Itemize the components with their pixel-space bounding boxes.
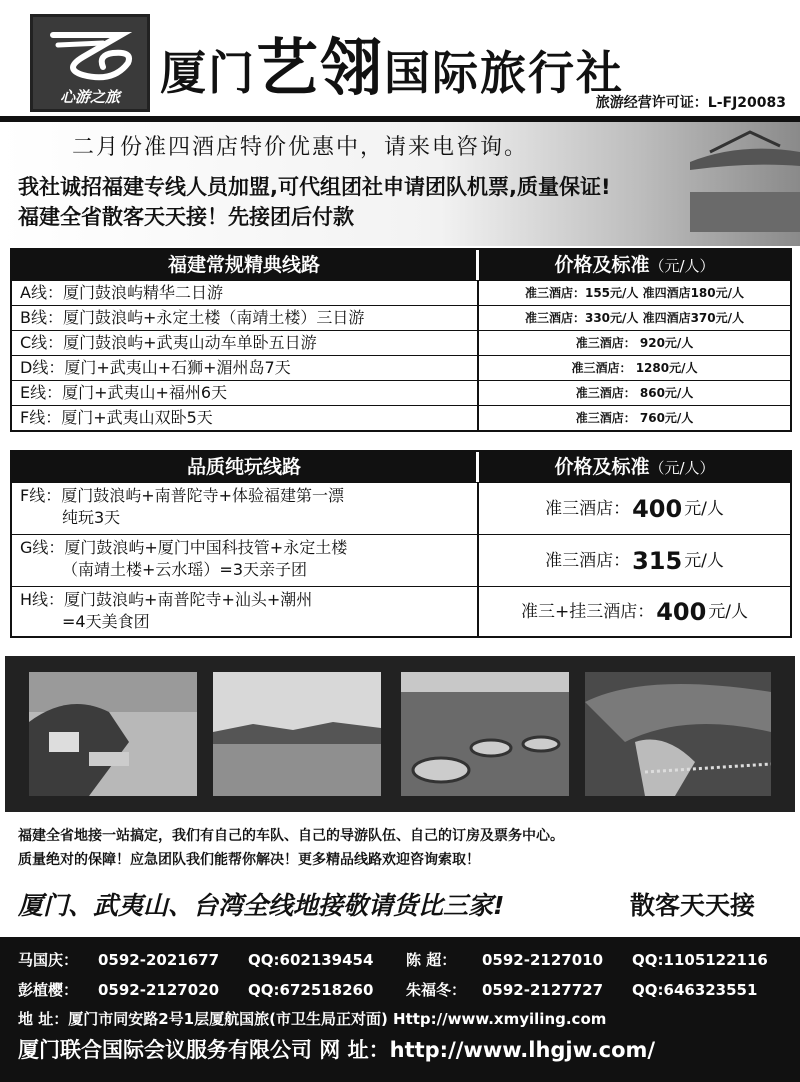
table-row xyxy=(12,355,790,380)
promo-banner xyxy=(0,122,800,246)
classic-price-unit: （元/人） xyxy=(649,257,715,275)
price-number: 400 xyxy=(656,597,707,626)
license-number: 旅游经营许可证：L-FJ20083 xyxy=(595,95,786,111)
recruit-text xyxy=(18,172,611,232)
route-price: 准三酒店： 920元/人 xyxy=(575,336,694,350)
photo-tulou xyxy=(401,672,569,796)
premium-routes-header xyxy=(12,452,790,482)
company-name-big: 艺翎 xyxy=(256,31,385,104)
table-row xyxy=(12,280,790,305)
company-name-suffix: 国际旅行社 xyxy=(384,46,625,100)
contact-phone: 0592-2127020 xyxy=(98,981,220,999)
service-info-line-1: 福建全省地接一站搞定，我们有自己的车队、自己的导游队伍、自己的订房及票务中心。 xyxy=(18,828,564,844)
route-price: 准三酒店： 760元/人 xyxy=(575,411,694,425)
price-unit: 元/人 xyxy=(708,601,749,622)
ship-icon xyxy=(690,122,800,232)
price-prefix: 准三酒店： xyxy=(545,550,631,571)
photo-gulangyu xyxy=(29,672,197,796)
premium-routes-table xyxy=(10,450,792,638)
contact-phone: 0592-2127727 xyxy=(482,981,604,999)
route-name: D线：厦门+武夷山+石狮+湄州岛7天 xyxy=(12,356,479,380)
price-unit: 元/人 xyxy=(684,498,724,519)
premium-routes-title: 品质纯玩线路 xyxy=(12,452,479,482)
header xyxy=(0,0,800,118)
route-price: 准三酒店： 860元/人 xyxy=(575,386,694,400)
premium-price-unit: （元/人） xyxy=(649,459,715,477)
route-line-1: F线：厦门鼓浪屿+南普陀寺+体验福建第一漂 xyxy=(20,486,345,505)
premium-price-label: 价格及标准 xyxy=(554,456,650,478)
service-info-line-2: 质量绝对的保障！应急团队我们能帮你解决！更多精品线路欢迎咨询索取！ xyxy=(18,852,480,868)
recruit-line-2: 福建全省散客天天接！先接团后付款 xyxy=(18,205,354,229)
route-price: 准三酒店： 1280元/人 xyxy=(571,361,698,375)
contact-phone: 0592-2127010 xyxy=(482,951,604,969)
contact-qq: QQ:646323551 xyxy=(632,981,758,999)
table-row xyxy=(12,586,790,636)
contact-footer xyxy=(0,937,800,1082)
price-number: 400 xyxy=(632,494,683,523)
classic-routes-title: 福建常规精典线路 xyxy=(12,250,479,280)
route-name xyxy=(12,535,479,586)
route-name: F线：厦门+武夷山双卧5天 xyxy=(12,406,479,430)
service-info xyxy=(18,824,564,872)
classic-routes-table xyxy=(10,248,792,432)
slogan-main: 厦门、武夷山、台湾全线地接敬请货比三家! xyxy=(18,891,505,920)
route-line-2: （南靖土楼+云水瑶）=3天亲子团 xyxy=(62,560,307,579)
route-name: B线：厦门鼓浪屿+永定土楼（南靖土楼）三日游 xyxy=(12,306,479,330)
table-row xyxy=(12,405,790,430)
route-name: A线：厦门鼓浪屿精华二日游 xyxy=(12,281,479,305)
promo-text: 二月份准四酒店特价优惠中，请来电咨询。 xyxy=(72,135,529,160)
route-price xyxy=(479,483,790,534)
table-row xyxy=(12,330,790,355)
route-price: 准三酒店：330元/人 准四酒店370元/人 xyxy=(524,311,745,325)
contact-row xyxy=(18,975,782,1005)
table-row xyxy=(12,305,790,330)
contact-qq: QQ:1105122116 xyxy=(632,951,768,969)
price-prefix: 准三+挂三酒店： xyxy=(520,601,655,622)
route-line-2: =4天美食团 xyxy=(62,612,150,631)
price-unit: 元/人 xyxy=(684,550,724,571)
photo-seaside xyxy=(213,672,381,796)
table-row xyxy=(12,534,790,586)
bottom-company-website: 厦门联合国际会议服务有限公司 网 址：http://www.lhgjw.com/ xyxy=(18,1038,656,1062)
table-row xyxy=(12,482,790,534)
contact-name: 朱福冬： xyxy=(406,981,467,999)
price-number: 315 xyxy=(632,546,683,575)
route-price xyxy=(479,535,790,586)
recruit-line-1: 我社诚招福建专线人员加盟,可代组团社申请团队机票,质量保证! xyxy=(18,175,611,199)
logo-swirl-icon xyxy=(43,23,143,95)
route-line-1: H线：厦门鼓浪屿+南普陀寺+汕头+潮州 xyxy=(20,590,313,609)
contact-name: 马国庆： xyxy=(18,951,79,969)
photo-strip xyxy=(5,656,795,812)
classic-price-title xyxy=(479,250,790,280)
contact-row xyxy=(18,945,782,975)
premium-price-title xyxy=(479,452,790,482)
route-price: 准三酒店：155元/人 准四酒店180元/人 xyxy=(524,286,745,300)
photo-wuyishan xyxy=(585,672,771,796)
route-name: E线：厦门+武夷山+福州6天 xyxy=(12,381,479,405)
slogan-side: 散客天天接 xyxy=(630,891,756,920)
contact-phone: 0592-2021677 xyxy=(98,951,220,969)
route-line-2: 纯玩3天 xyxy=(62,508,121,527)
route-line-1: G线：厦门鼓浪屿+厦门中国科技管+永定土楼 xyxy=(20,538,348,557)
route-name xyxy=(12,483,479,534)
company-name xyxy=(160,18,624,107)
contact-name: 陈 超： xyxy=(406,951,457,969)
classic-price-label: 价格及标准 xyxy=(554,254,650,276)
price-prefix: 准三酒店： xyxy=(545,498,631,519)
route-name xyxy=(12,587,479,636)
company-name-prefix: 厦门 xyxy=(160,46,256,100)
table-row xyxy=(12,380,790,405)
logo-slogan: 心游之旅 xyxy=(59,88,120,106)
contact-qq: QQ:602139454 xyxy=(248,951,374,969)
company-logo xyxy=(30,14,150,112)
contact-name: 彭植樱： xyxy=(18,981,79,999)
route-name: C线：厦门鼓浪屿+武夷山动车单卧五日游 xyxy=(12,331,479,355)
address: 地 址：厦门市同安路2号1层厦航国旅(市卫生局正对面) Http://www.xmyiling.com xyxy=(18,1010,607,1028)
classic-routes-header xyxy=(12,250,790,280)
route-price xyxy=(479,587,790,636)
contact-qq: QQ:672518260 xyxy=(248,981,374,999)
